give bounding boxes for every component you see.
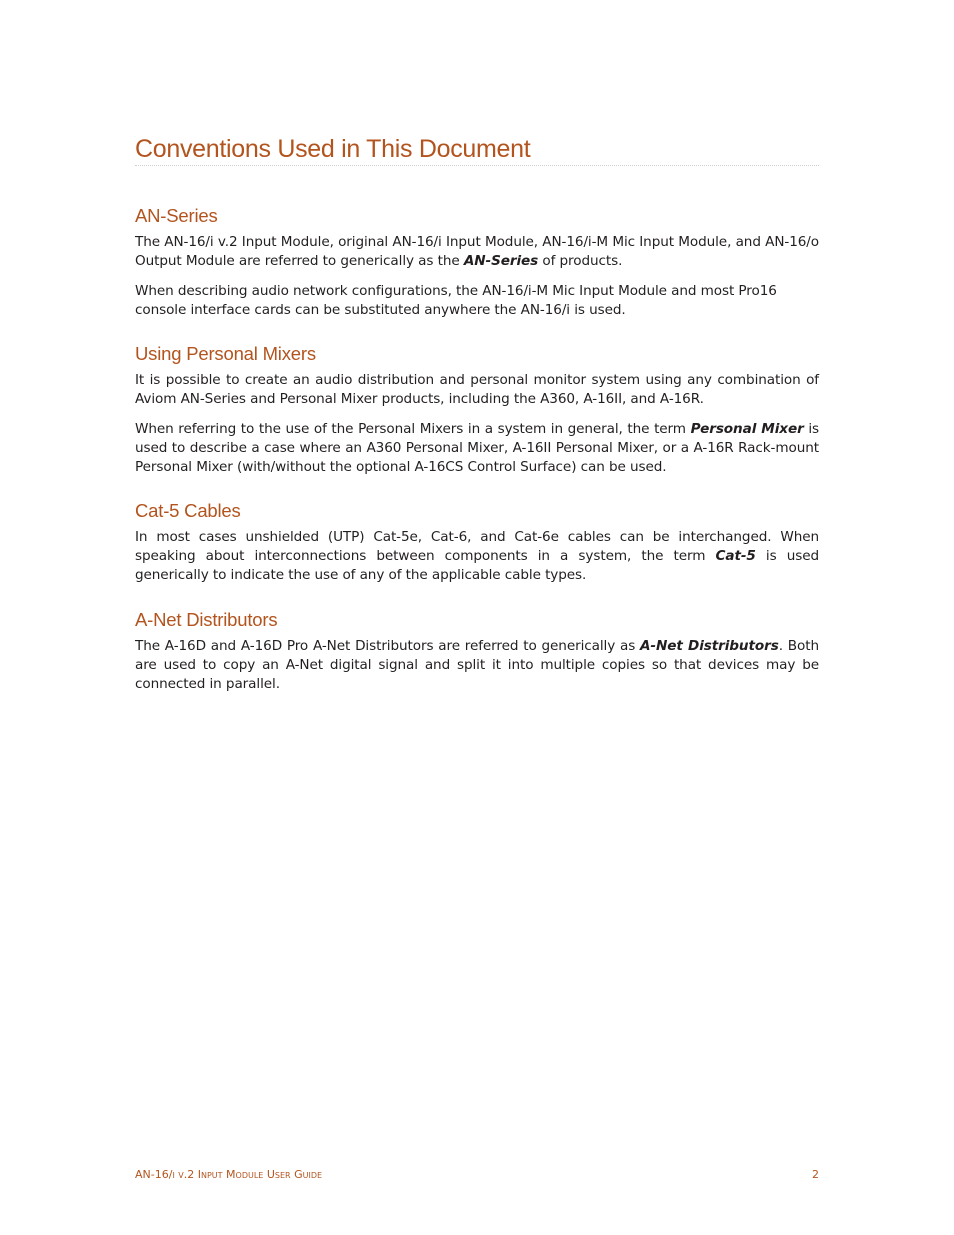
paragraph-text: of products. <box>538 253 623 269</box>
footer-document-title <box>135 1168 322 1181</box>
paragraph-text: . Both are used to copy an A-Net digital signal and split it into multiple copies so that devices may be connected in parallel. <box>135 638 819 692</box>
paragraph <box>135 420 819 477</box>
section-heading: Using Personal Mixers <box>135 343 316 364</box>
defined-term: AN-Series <box>463 253 539 269</box>
paragraph-text: is used generically to indicate the use of any of the applicable cable types. <box>135 548 819 583</box>
paragraph-text: The AN-16/i v.2 Input Module, original AN-16/i Input Module, AN-16/i-M Mic Input Module, and AN-16/o Output Module are referred to generically as the <box>135 234 819 269</box>
section-heading: AN-Series <box>135 205 218 226</box>
paragraph-text: The A-16D and A-16D Pro A-Net Distributors are referred to generically as <box>135 638 641 654</box>
paragraph-text: is used to describe a case where an A360 Personal Mixer, A-16II Personal Mixer, or a A-16R Rack-mount Personal Mixer (with/without the optional A-16CS Control Surface) can be used. <box>135 421 819 475</box>
paragraph-text: It is possible to create an audio distribution and personal monitor system using any combination of Aviom AN-Series and Personal Mixer products, including the A360, A-16II, and A-16R. <box>135 372 819 407</box>
defined-term: Personal Mixer <box>690 421 804 437</box>
section-heading: Cat-5 Cables <box>135 500 241 521</box>
section-heading: A-Net Distributors <box>135 609 278 630</box>
paragraph <box>135 637 819 694</box>
paragraph <box>135 371 819 409</box>
paragraph-text: In most cases unshielded (UTP) Cat-5e, Cat-6, and Cat-6e cables can be interchanged. When speaking about interconnections between components in a system, the term <box>135 529 819 564</box>
defined-term: A-Net Distributors <box>640 638 779 654</box>
paragraph-text: When referring to the use of the Personal Mixers in a system in general, the term <box>135 421 691 437</box>
section-anet-distributors <box>135 609 819 694</box>
defined-term: Cat-5 <box>715 548 756 564</box>
paragraph <box>135 282 819 320</box>
footer-doc-prefix: AN-16/ <box>135 1168 173 1181</box>
section-cat5-cables <box>135 500 819 585</box>
paragraph <box>135 528 819 585</box>
paragraph <box>135 233 819 271</box>
section-an-series <box>135 205 819 320</box>
footer-doc-name: i v.2 Input Module User Guide <box>172 1168 323 1181</box>
paragraph-text: When describing audio network configurations, the AN-16/i-M Mic Input Module and most Pro16 console interface cards can be substituted anywhere the AN-16/i is used. <box>135 283 777 318</box>
footer-page-number: 2 <box>812 1168 819 1181</box>
page-title: Conventions Used in This Document <box>135 135 531 163</box>
section-using-personal-mixers <box>135 343 819 477</box>
title-divider <box>135 165 819 166</box>
